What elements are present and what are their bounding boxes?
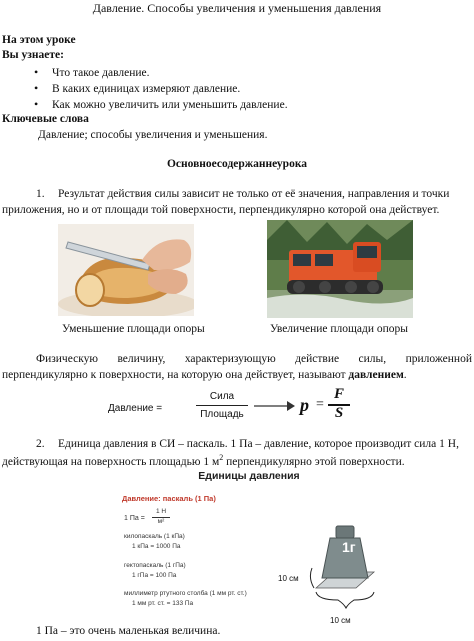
p1-line1: Результат действия силы зависит не только от её значения, направления и точки xyxy=(58,188,450,200)
caption-increase-area: Увеличение площади опоры xyxy=(270,323,408,335)
bullet-item: • Что такое давление. xyxy=(34,66,454,82)
p2-word: Физическую xyxy=(36,353,98,365)
formula-numerator: Сила xyxy=(209,391,235,402)
p3-superscript: 2 xyxy=(219,453,224,462)
dimension-bottom: 10 см xyxy=(330,616,351,625)
bread-cutting-image xyxy=(58,224,194,316)
p2-word: приложенной xyxy=(405,353,472,365)
p2-line2-text: перпендикулярно к поверхности, на которую она действует, называют xyxy=(2,369,349,381)
units-head: Давление: паскаль (1 Па) xyxy=(122,494,216,503)
p3-line1: Единица давления в СИ – паскаль. 1 Па – давление, которое производит сила 1 Н, xyxy=(58,438,459,450)
lesson-heading: На этом уроке xyxy=(2,34,76,46)
pa-definition-den: м² xyxy=(157,518,165,525)
formula-fraction-bar xyxy=(196,405,248,406)
p3-line2 xyxy=(2,453,472,470)
kpa-label: килопаскаль (1 кПа) xyxy=(124,533,185,540)
p2-line1 xyxy=(36,352,472,367)
all-terrain-truck-image xyxy=(267,220,413,318)
units-title: Единицы давления xyxy=(198,470,300,482)
p2-word: характеризующую xyxy=(184,353,276,365)
p2-word: величину, xyxy=(117,353,166,365)
formula-lhs: Давление = xyxy=(108,403,163,414)
p1-line2: приложения, но и от площади той поверхности, перпендикулярно которой она действует. xyxy=(2,204,440,216)
p2-line2-end: . xyxy=(403,369,407,381)
page-title: Давление. Способы увеличения и уменьшения давления xyxy=(92,1,382,15)
formula-denominator: Площадь xyxy=(200,409,244,420)
weight-label: 1г xyxy=(342,539,356,555)
pressure-formula xyxy=(108,388,368,428)
p1-number: 1. xyxy=(36,188,45,200)
p3-line2-end: перпендикулярно этой поверхности. xyxy=(223,455,405,468)
pa-definition-lhs: 1 Па = xyxy=(124,515,145,522)
p3-number: 2. xyxy=(36,438,45,450)
p2-line2 xyxy=(2,368,472,383)
hpa-label: гектопаскаль (1 гПа) xyxy=(124,562,186,569)
keywords-text: Давление; способы увеличения и уменьшения. xyxy=(38,129,268,141)
bullet-item: • В каких единицах измеряют давление. xyxy=(34,82,454,98)
arrow-right-icon xyxy=(254,400,296,412)
bullet-item: • Как можно увеличить или уменьшить давление. xyxy=(34,98,454,114)
mmhg-value: 1 мм рт. ст. = 133 Па xyxy=(132,600,194,607)
formula-p: p xyxy=(300,395,309,415)
hpa-value: 1 гПа = 100 Па xyxy=(132,572,177,579)
caption-decrease-area: Уменьшение площади опоры xyxy=(62,323,205,335)
keywords-heading: Ключевые слова xyxy=(2,113,89,125)
final-line: 1 Па – это очень маленькая величина. xyxy=(36,625,221,637)
pa-definition-num: 1 Н xyxy=(155,508,167,515)
p3-line2-text: действующая на поверхность площадью 1 м xyxy=(2,455,220,468)
pressure-units-figure xyxy=(118,470,380,625)
learning-bullets xyxy=(34,66,454,114)
main-content-heading: Основноесодержаннеурока xyxy=(166,158,308,170)
mmhg-label: миллиметр ртутного столба (1 мм рт. ст.) xyxy=(124,590,247,597)
weight-1g-icon xyxy=(308,510,378,610)
term-pressure: давлением xyxy=(348,369,404,381)
dimension-left: 10 см xyxy=(278,574,299,583)
formula-F: F xyxy=(333,386,344,402)
p2-word: силы, xyxy=(358,353,387,365)
p2-word: действие xyxy=(295,353,340,365)
formula-S: S xyxy=(334,405,344,421)
kpa-value: 1 кПа = 1000 Па xyxy=(132,543,181,550)
you-learn-heading: Вы узнаете: xyxy=(2,49,64,61)
formula-equals: = xyxy=(316,397,324,412)
